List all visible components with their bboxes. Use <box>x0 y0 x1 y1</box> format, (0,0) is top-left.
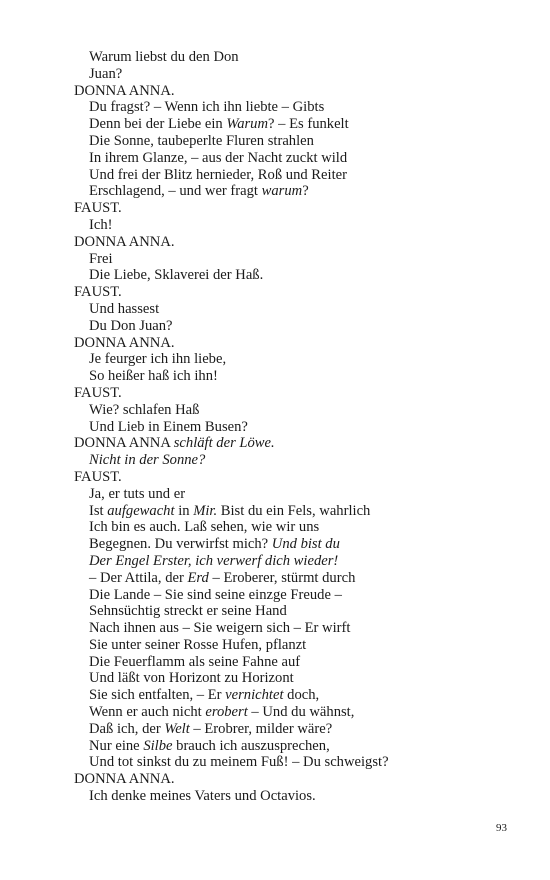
text-segment: Und hassest <box>89 300 160 317</box>
text-segment: – Der Attila, der <box>89 569 188 586</box>
verse-line <box>74 116 514 133</box>
text-segment: FAUST. <box>74 284 122 301</box>
italic-text: schläft der Löwe. <box>173 435 275 452</box>
italic-text: Erd <box>187 569 209 586</box>
text-segment: DONNA ANNA <box>74 435 174 452</box>
verse-line <box>74 167 514 184</box>
text-segment: DONNA ANNA. <box>74 233 175 250</box>
speaker-line <box>74 234 514 251</box>
verse-line <box>74 66 514 83</box>
verse-line <box>74 368 514 385</box>
verse-line <box>74 519 514 536</box>
verse-line <box>74 251 514 268</box>
text-segment: Die Lande – Sie sind seine einzge Freude – <box>89 586 342 603</box>
text-segment: Du fragst? – Wenn ich ihn liebte – Gibts <box>89 99 325 116</box>
text-segment: brauch ich auszusprechen, <box>172 737 330 754</box>
text-segment: ? <box>302 183 309 200</box>
verse-line <box>74 788 514 805</box>
text-segment: DONNA ANNA. <box>74 82 175 99</box>
play-text <box>74 49 514 805</box>
text-segment: Und tot sinkst du zu meinem Fuß! – Du schweigst? <box>89 754 389 771</box>
text-segment: So heißer haß ich ihn! <box>89 368 218 385</box>
text-segment: – Erobrer, milder wäre? <box>189 720 333 737</box>
text-segment: Begegnen. Du verwirfst mich? <box>89 536 272 553</box>
verse-line <box>74 587 514 604</box>
text-segment: Ich bin es auch. Laß sehen, wie wir uns <box>89 519 320 536</box>
page-number: 93 <box>496 822 507 834</box>
verse-line <box>74 687 514 704</box>
text-segment: Warum liebst du den Don <box>89 49 239 65</box>
verse-line <box>74 704 514 721</box>
verse-line <box>74 452 514 469</box>
text-segment: Und frei der Blitz hernieder, Roß und Reiter <box>89 166 347 183</box>
text-segment: Wenn er auch nicht <box>89 704 206 721</box>
speaker-line <box>74 200 514 217</box>
text-segment: DONNA ANNA. <box>74 771 175 788</box>
text-segment: Ich! <box>89 216 113 233</box>
verse-line <box>74 318 514 335</box>
speaker-line <box>74 771 514 788</box>
verse-line <box>74 402 514 419</box>
text-segment: Juan? <box>89 65 123 82</box>
verse-line <box>74 267 514 284</box>
italic-text: Silbe <box>143 737 173 754</box>
verse-line <box>74 637 514 654</box>
text-segment: FAUST. <box>74 468 122 485</box>
italic-text: warum <box>261 183 303 200</box>
verse-line <box>74 536 514 553</box>
text-segment: Sehnsüchtig streckt er seine Hand <box>89 603 287 620</box>
verse-line <box>74 217 514 234</box>
verse-line <box>74 486 514 503</box>
text-segment: ? – Es funkelt <box>268 116 349 133</box>
italic-text: aufgewacht <box>107 502 175 519</box>
verse-line <box>74 603 514 620</box>
verse-line <box>74 670 514 687</box>
text-segment: Ist <box>89 502 108 519</box>
verse-line <box>74 570 514 587</box>
text-segment: Je feurger ich ihn liebe, <box>89 351 227 368</box>
text-segment: Erschlagend, – und wer fragt <box>89 183 262 200</box>
italic-text: Der Engel Erster, ich verwerf dich wieder! <box>89 552 339 569</box>
text-segment: Und läßt von Horizont zu Horizont <box>89 670 294 687</box>
text-segment: Die Sonne, taubeperlte Fluren strahlen <box>89 132 314 149</box>
verse-line <box>74 99 514 116</box>
text-segment: – Eroberer, stürmt durch <box>208 569 356 586</box>
verse-line <box>74 301 514 318</box>
italic-text: vernichtet <box>225 687 284 704</box>
verse-line <box>74 620 514 637</box>
text-segment: Daß ich, der <box>89 720 165 737</box>
verse-line <box>74 721 514 738</box>
speaker-line <box>74 284 514 301</box>
text-segment: Ja, er tuts und er <box>89 485 186 502</box>
speaker-line <box>74 435 514 452</box>
text-segment: Frei <box>89 250 113 267</box>
text-segment: Denn bei der Liebe ein <box>89 116 227 133</box>
verse-line <box>74 133 514 150</box>
italic-text: erobert <box>205 704 248 721</box>
text-segment: FAUST. <box>74 200 122 217</box>
verse-line <box>74 654 514 671</box>
speaker-line <box>74 385 514 402</box>
text-segment: Nur eine <box>89 737 144 754</box>
italic-text: Und bist du <box>271 536 340 553</box>
text-segment: Ich denke meines Vaters und Octavios. <box>89 788 316 805</box>
text-segment: Sie unter seiner Rosse Hufen, pflanzt <box>89 636 307 653</box>
italic-text: Warum <box>226 116 269 133</box>
text-segment: FAUST. <box>74 384 122 401</box>
verse-line <box>74 150 514 167</box>
speaker-line <box>74 469 514 486</box>
text-segment: in <box>174 502 194 519</box>
italic-text: Nicht in der Sonne? <box>89 452 206 469</box>
italic-text: Mir. <box>193 502 218 519</box>
text-segment: Wie? schlafen Haß <box>89 401 200 418</box>
text-segment: Und Lieb in Einem Busen? <box>89 418 248 435</box>
text-segment: Die Feuerflamm als seine Fahne auf <box>89 653 301 670</box>
text-segment: Die Liebe, Sklaverei der Haß. <box>89 267 264 284</box>
verse-line <box>74 553 514 570</box>
text-segment: Du Don Juan? <box>89 317 173 334</box>
verse-line <box>74 754 514 771</box>
verse-line <box>74 738 514 755</box>
verse-line <box>74 351 514 368</box>
text-segment: doch, <box>283 687 320 704</box>
verse-line <box>74 49 514 66</box>
text-segment: DONNA ANNA. <box>74 334 175 351</box>
italic-text: Welt <box>164 720 190 737</box>
speaker-line <box>74 83 514 100</box>
text-segment: Bist du ein Fels, wahrlich <box>217 502 371 519</box>
verse-line <box>74 419 514 436</box>
speaker-line <box>74 335 514 352</box>
text-segment: Nach ihnen aus – Sie weigern sich – Er wirft <box>89 620 351 637</box>
verse-line <box>74 503 514 520</box>
text-segment: In ihrem Glanze, – aus der Nacht zuckt wild <box>89 149 348 166</box>
text-segment: Sie sich entfalten, – Er <box>89 687 226 704</box>
text-segment: – Und du wähnst, <box>247 704 355 721</box>
verse-line <box>74 183 514 200</box>
